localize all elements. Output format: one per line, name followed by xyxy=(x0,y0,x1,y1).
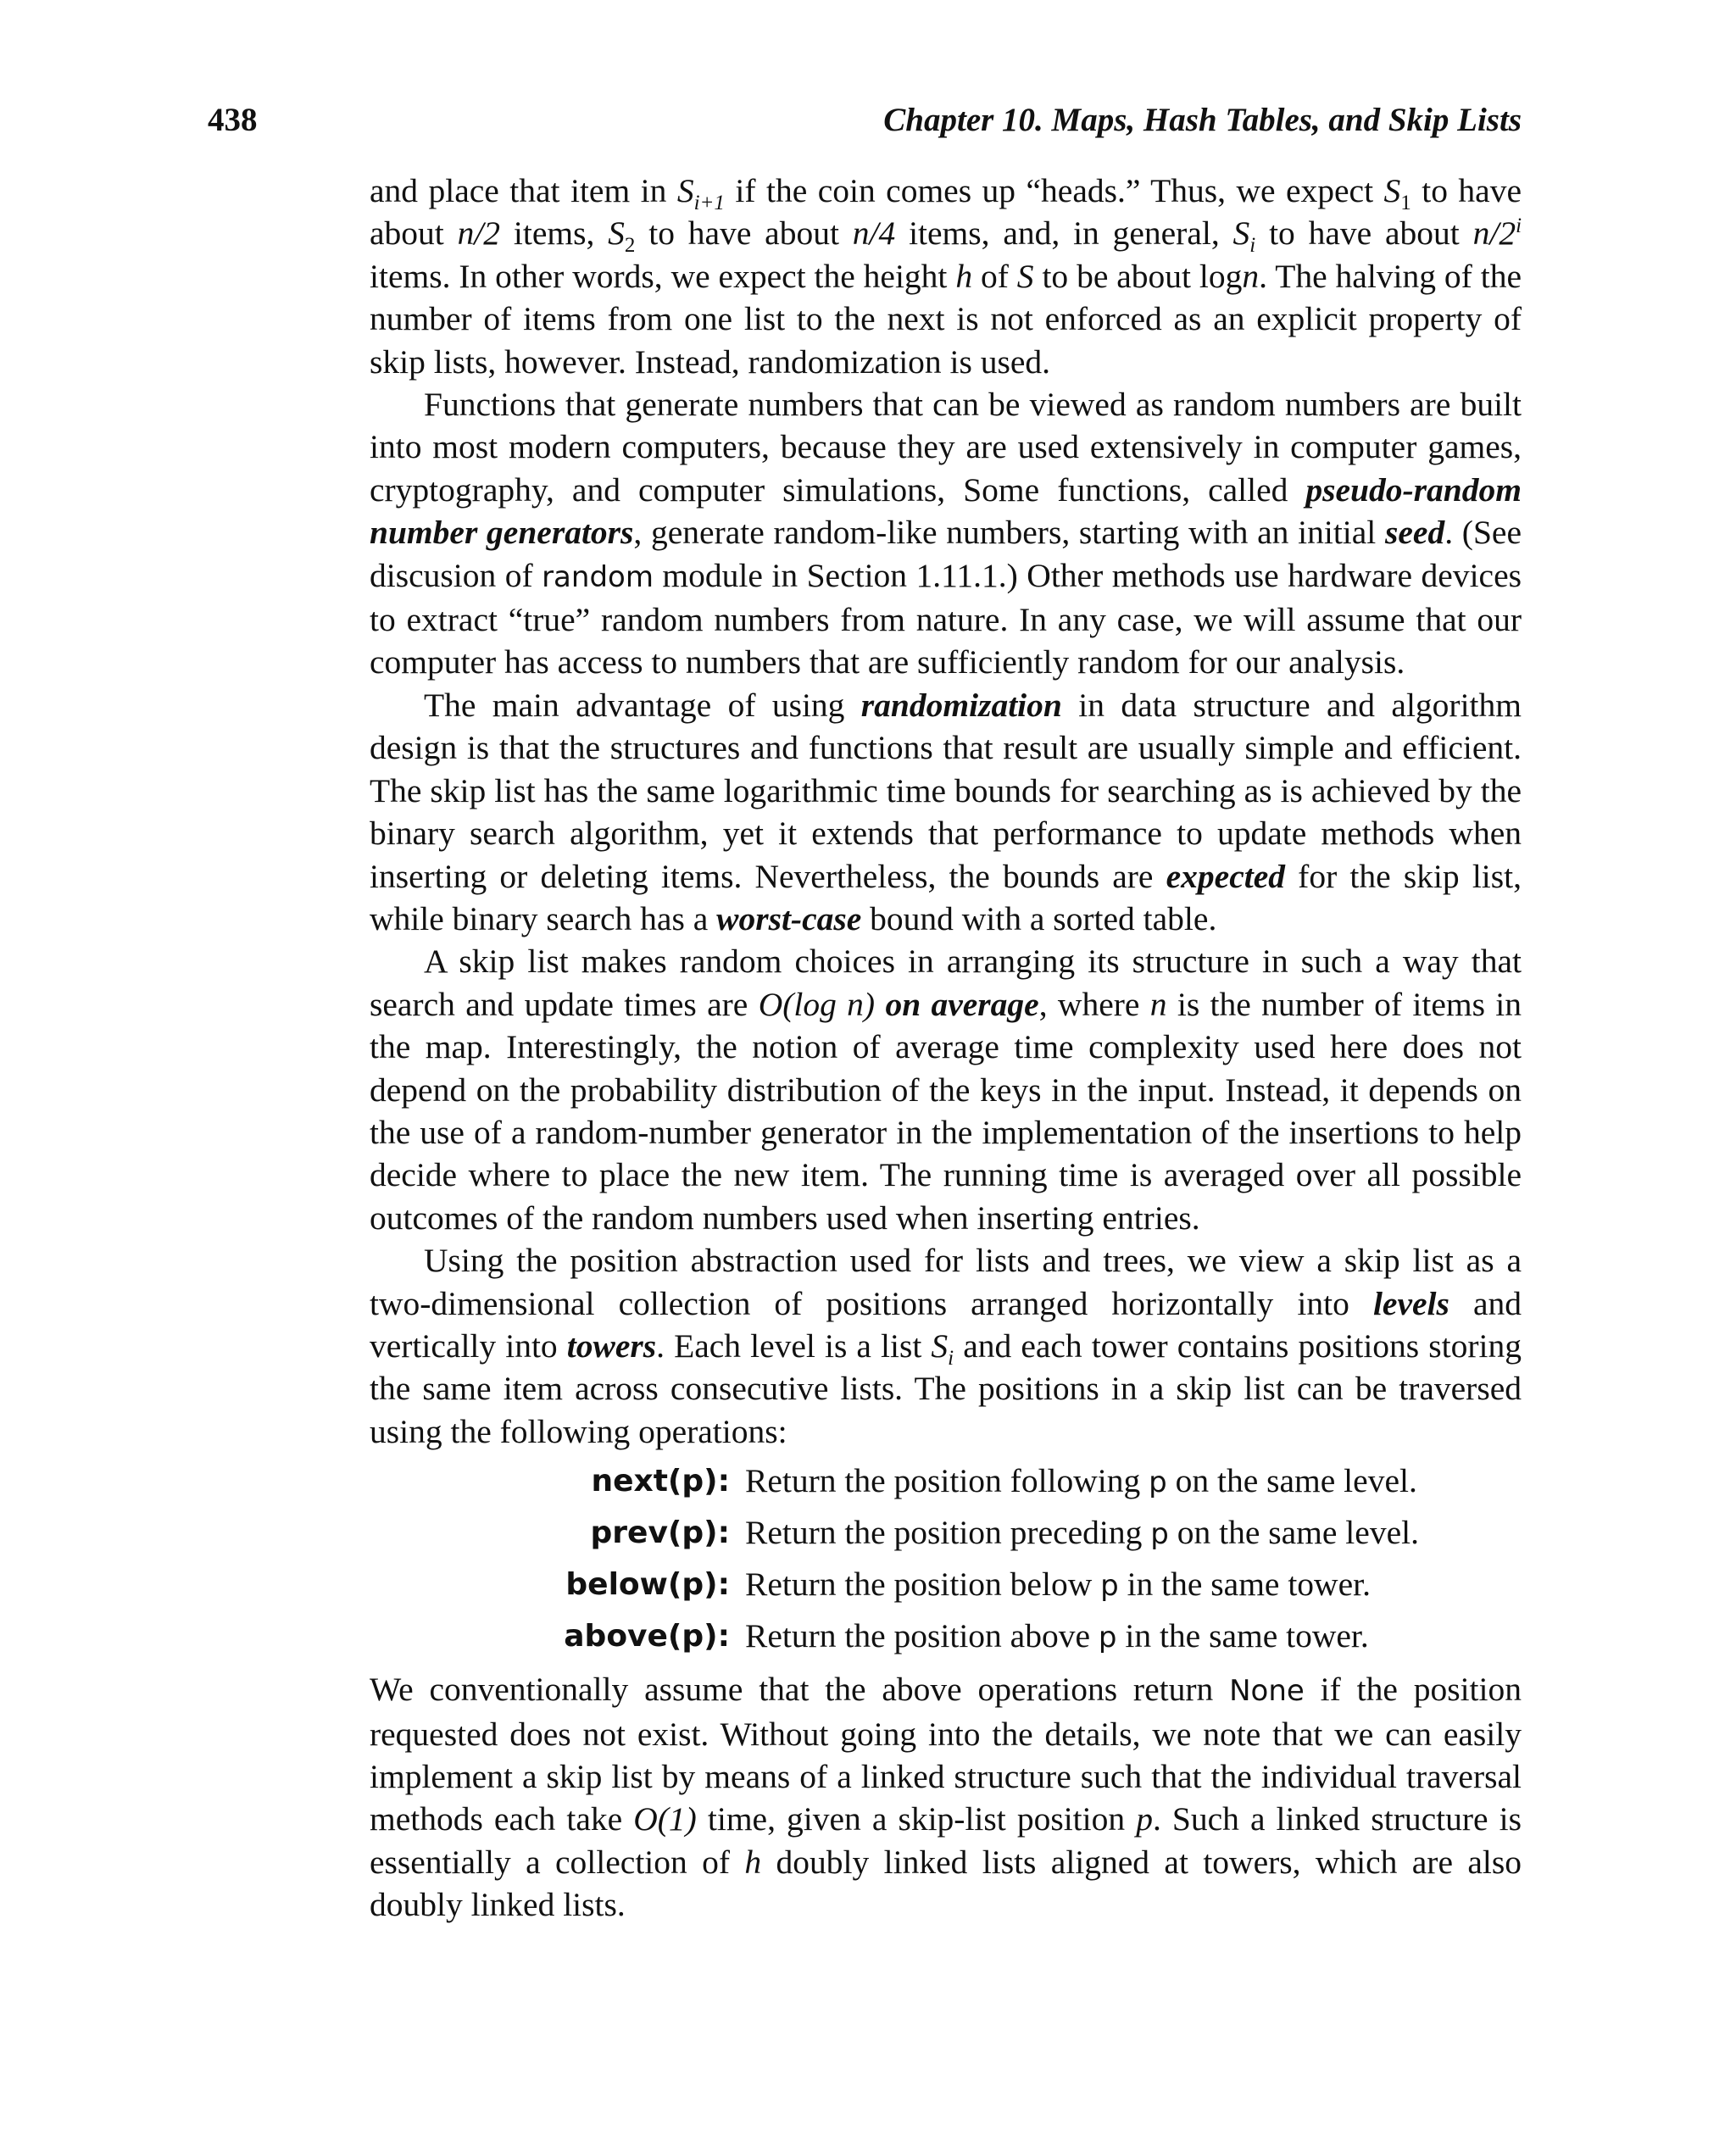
term-expected: expected xyxy=(1166,857,1285,895)
operation-item xyxy=(370,1611,1522,1663)
operation-name: next(p): xyxy=(591,1464,730,1499)
operation-item xyxy=(370,1560,1522,1611)
code-none: None xyxy=(1229,1674,1305,1709)
paragraph-3: The main advantage of using randomization in data structure and algorithm design is that the structures and functions that result are usually simple and efficient. The skip list has the same logarithmic time bounds for searching as is achieved by the binary search algorithm, yet it extends that performance to update methods when inserting or deleting items. Nevertheless, the bounds are expected for the skip list, while binary search has a worst-case bound with a sorted table. xyxy=(370,686,1522,937)
term-worst-case: worst-case xyxy=(716,899,862,937)
operation-item xyxy=(370,1456,1522,1508)
term-on-average: on average xyxy=(885,985,1039,1023)
paragraph-6: We conventionally assume that the above operations return None if the position requested does not exist. Without going into the details, we note that we can easily implement a skip list by means of a linked structure such that the individual traversal methods each take O(1) time, given a skip-list position p. Such a linked structure is essentially a collection of h doubly linked lists aligned at towers, which are also doubly linked lists. xyxy=(370,1671,1522,1924)
paragraph-1: and place that item in $S_{i+1}$ if the coin comes up “heads.” Thus, we expect $S_1$ to have about n/2 items, $S_2$ to have about n/4 items, and, in general, $S_i$ to have about n/2$^i$ items. In other words, we expect the height h of S to be about logn. The halving of the number of items from one list to the next is not enforced as an explicit property of skip lists, however. Instead, randomization is used. xyxy=(370,172,1522,381)
operation-name: below(p): xyxy=(565,1567,730,1603)
operation-name: prev(p): xyxy=(590,1515,730,1551)
operation-description: Return the position above p in the same tower. xyxy=(745,1617,1369,1655)
operation-description: Return the position following p on the same level. xyxy=(745,1462,1417,1500)
operation-list xyxy=(370,1456,1522,1663)
paragraph-2: Functions that generate numbers that can be viewed as random numbers are built into most modern computers, because they are used extensively in computer games, cryptography, and computer simulations, Some functions, called pseudo-random number generators, generate random-like numbers, starting with an initial seed. (See discusion of random module in Section 1.11.1.) Other methods use hardware devices to extract “true” random numbers from nature. In any case, we will assume that our computer has access to numbers that are sufficiently random for our analysis. xyxy=(370,386,1522,681)
page-number: 438 xyxy=(208,102,258,138)
term-levels: levels xyxy=(1372,1284,1449,1322)
operation-description: Return the position below p in the same tower. xyxy=(745,1565,1371,1604)
operation-item xyxy=(370,1508,1522,1560)
term-randomization: randomization xyxy=(860,686,1062,724)
chapter-title: Chapter 10. Maps, Hash Tables, and Skip Lists xyxy=(883,102,1522,138)
term-pseudo-random: pseudo-random number generators xyxy=(370,470,1522,552)
paragraph-4: A skip list makes random choices in arranging its structure in such a way that search and update times are O(log n) on average, where n is the number of items in the map. Interestingly, the notion of average time complexity used here does not depend on the probability distribution of the keys in the input. Instead, it depends on the use of a random-number generator in the implementation of the insertions to help decide where to place the new item. The running time is averaged over all possible outcomes of the random numbers used when inserting entries. xyxy=(370,943,1522,1237)
code-random: random xyxy=(542,559,654,594)
operation-name: above(p): xyxy=(564,1619,730,1654)
term-towers: towers xyxy=(566,1326,657,1365)
body-text xyxy=(370,170,1522,1927)
paragraph-5: Using the position abstraction used for lists and trees, we view a skip list as a two-dimensional collection of positions arranged horizontally into levels and vertically into towers. Each level is a list $S_i$ and each tower contains positions storing the same item across consecutive lists. The positions in a skip list can be traversed using the following operations: xyxy=(370,1242,1522,1450)
term-seed: seed xyxy=(1385,514,1445,552)
operation-description: Return the position preceding p on the same level. xyxy=(745,1514,1419,1552)
